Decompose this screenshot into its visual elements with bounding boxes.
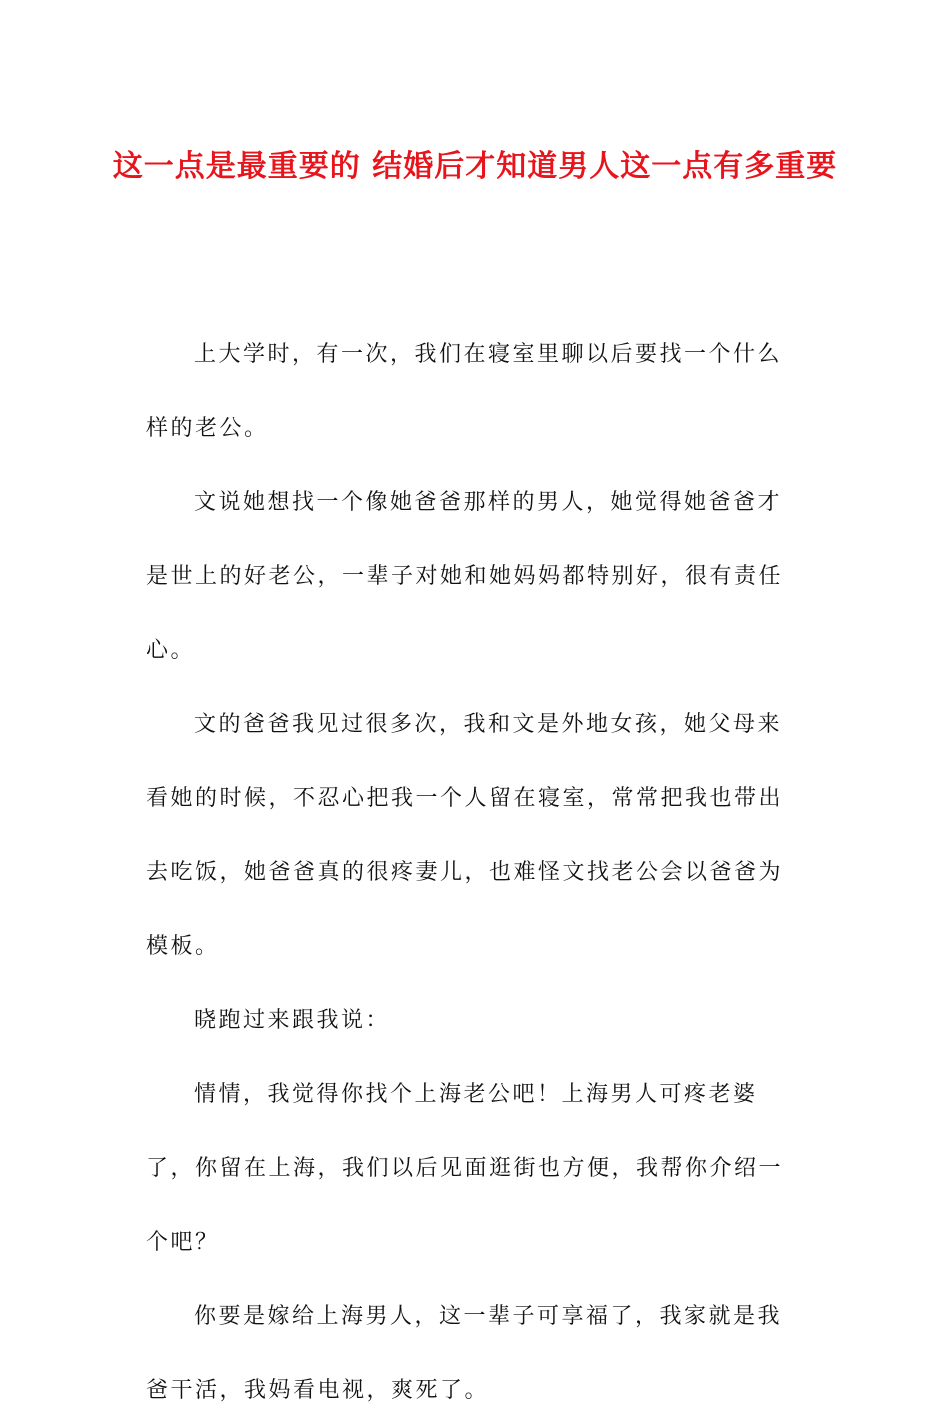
paragraph-5: 情情，我觉得你找个上海老公吧！上海男人可疼老婆了，你留在上海，我们以后见面逛街也方便，我帮你介绍一个吧？ — [146, 1082, 784, 1255]
paragraph-2: 文说她想找一个像她爸爸那样的男人，她觉得她爸爸才是世上的好老公，一辈子对她和她妈妈都特别好，很有责任心。 — [146, 490, 784, 663]
document-body — [146, 318, 796, 1428]
paragraph-4: 晓跑过来跟我说： — [194, 1008, 391, 1033]
paragraph-3: 文的爸爸我见过很多次，我和文是外地女孩，她父母来看她的时候，不忍心把我一个人留在寝室，常常把我也带出去吃饭，她爸爸真的很疼妻儿，也难怪文找老公会以爸爸为模板。 — [146, 712, 784, 959]
paragraph-6: 你要是嫁给上海男人，这一辈子可享福了，我家就是我爸干活，我妈看电视，爽死了。 — [146, 1304, 783, 1403]
document-title: 这一点是最重要的 结婚后才知道男人这一点有多重要 — [112, 149, 838, 184]
paragraph-1: 上大学时，有一次，我们在寝室里聊以后要找一个什么样的老公。 — [146, 342, 783, 441]
